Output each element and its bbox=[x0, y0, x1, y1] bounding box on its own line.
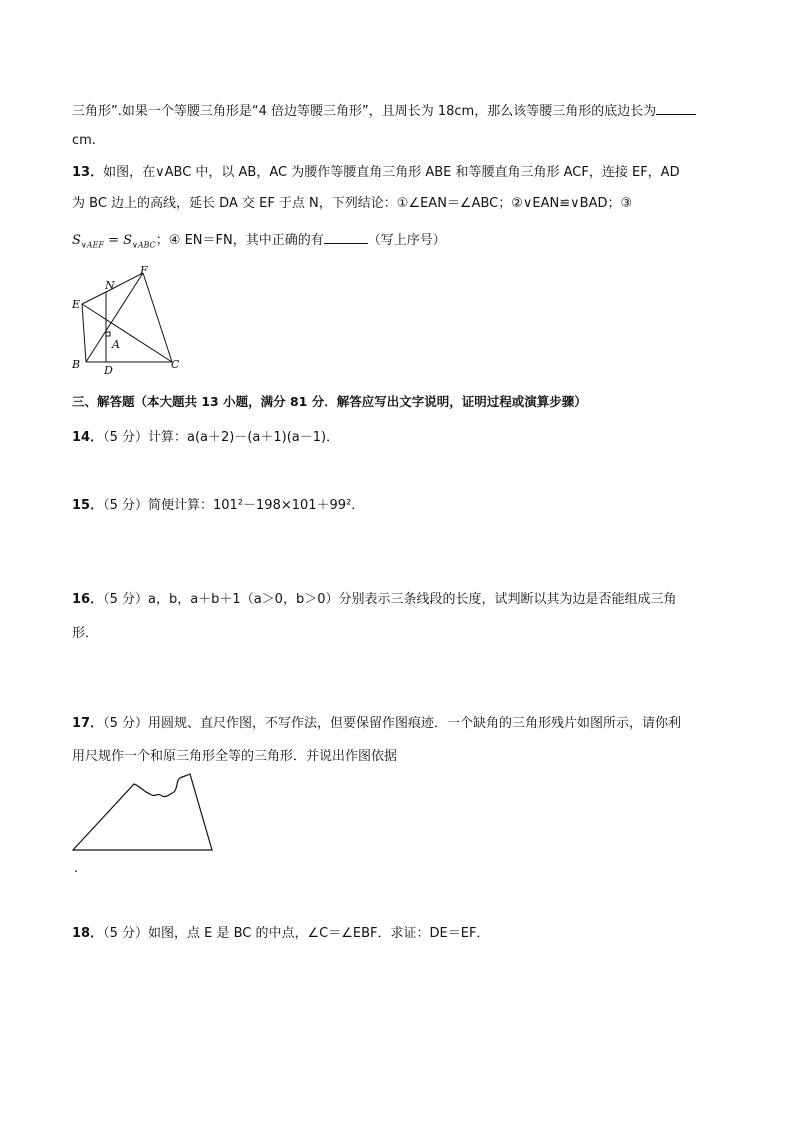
broken-triangle-figure bbox=[70, 772, 220, 852]
q16-line2: 形． bbox=[72, 626, 99, 641]
q14-text: （5 分）计算：a(a＋2)－(a＋1)(a－1)． bbox=[103, 430, 340, 445]
question-number: 13． bbox=[72, 165, 104, 180]
q16-line1 bbox=[72, 591, 676, 609]
subscript-abc: ∨ABC bbox=[132, 240, 156, 250]
q13-line1 bbox=[72, 164, 680, 182]
label-b: B bbox=[72, 358, 81, 371]
label-n: N bbox=[105, 279, 115, 292]
label-d: D bbox=[104, 364, 113, 376]
q16-text-1: （5 分）a，b，a＋b＋1（a＞0，b＞0）分别表示三条线段的长度，试判断以其为边是否能组成三角 bbox=[103, 592, 677, 607]
answer-blank bbox=[324, 231, 368, 244]
label-c: C bbox=[171, 358, 180, 371]
answer-blank bbox=[656, 102, 696, 115]
question-number: 14． bbox=[72, 430, 104, 445]
q13-triangle-figure bbox=[68, 266, 188, 376]
q18-line bbox=[72, 925, 489, 943]
question-number: 18． bbox=[72, 926, 104, 941]
question-number: 16． bbox=[72, 592, 104, 607]
q18-text: （5 分）如图，点 E 是 BC 的中点，∠C＝∠EBF．求证：DE＝EF． bbox=[103, 926, 490, 941]
q17-line2: 用尺规作一个和原三角形全等的三角形．并说出作图依据 bbox=[72, 749, 398, 764]
label-e: E bbox=[72, 298, 81, 311]
q13-line2: 为 BC 边上的高线，延长 DA 交 EF 于点 N，下列结论：①∠EAN＝∠ABC；②∨EAN≌∨BAD；③ bbox=[72, 196, 633, 211]
label-f: F bbox=[140, 266, 148, 277]
equals-area: = S bbox=[103, 233, 133, 248]
q12-tail-line1 bbox=[72, 102, 696, 121]
subscript-aef: ∨AEF bbox=[80, 240, 104, 250]
q13-line3 bbox=[72, 231, 446, 255]
label-a: A bbox=[112, 338, 120, 351]
q15-line bbox=[72, 497, 364, 515]
q17-text-1: （5 分）用圆规、直尺作图，不写作法，但要保留作图痕迹．一个缺角的三角形残片如图所示，请你利 bbox=[103, 716, 681, 731]
q13-hint: （写上序号） bbox=[367, 233, 446, 248]
q15-text: （5 分）简便计算：101²－198×101＋99²． bbox=[103, 498, 365, 513]
q13-text-1: 如图，在∨ABC 中，以 AB，AC 为腰作等腰直角三角形 ABE 和等腰直角三角形 ACF，连接 EF，AD bbox=[103, 165, 680, 180]
q12-tail-line2: cm. bbox=[72, 133, 96, 148]
q12-tail-text: 三角形”.如果一个等腰三角形是“4 倍边等腰三角形”，且周长为 18cm，那么该等腰三角形的底边长为 bbox=[72, 104, 657, 119]
area-symbol: S bbox=[72, 233, 81, 248]
question-number: 15． bbox=[72, 498, 104, 513]
question-number: 17． bbox=[72, 716, 104, 731]
section-heading: 三、解答题（本大题共 13 小题，满分 81 分．解答应写出文字说明，证明过程或演算步骤） bbox=[72, 394, 587, 409]
q17-trailing-dot: . bbox=[74, 861, 79, 876]
q14-line bbox=[72, 429, 339, 447]
q17-line1 bbox=[72, 715, 681, 733]
q13-text-3: ；④ EN＝FN，其中正确的有 bbox=[155, 233, 324, 248]
